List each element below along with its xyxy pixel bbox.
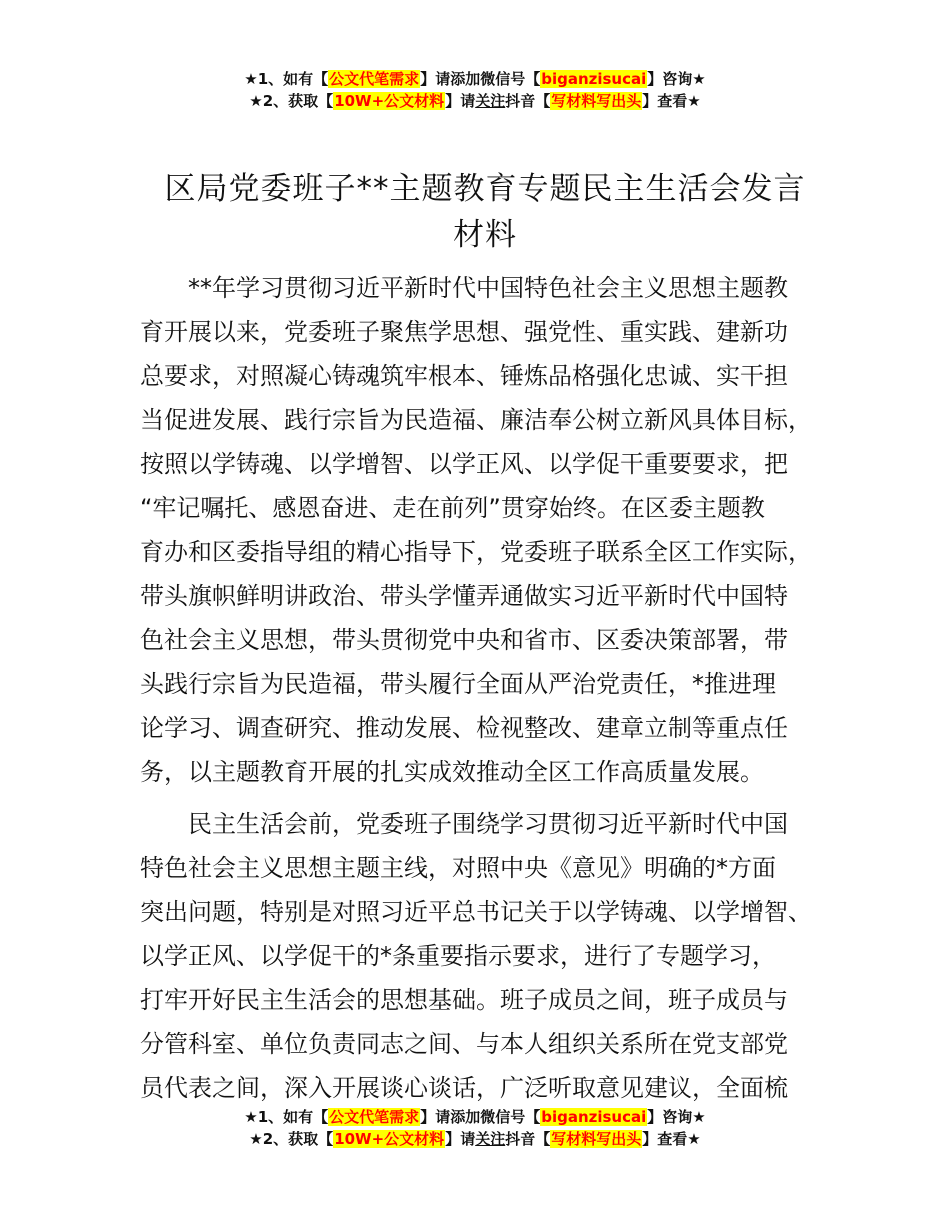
- title-line: 区局党委班子**主题教育专题民主生活会发言: [164, 171, 806, 207]
- text-line: 务，以主题教育开展的扎实成效推动全区工作高质量发展。: [140, 758, 764, 786]
- promo-line-2: [0, 90, 950, 112]
- text-line: **年学习贯彻习近平新时代中国特色社会主义思想主题教: [188, 274, 788, 302]
- promo-text: 】查看★: [642, 1130, 701, 1148]
- text-line: 总要求，对照凝心铸魂筑牢根本、锤炼品格强化忠诚、实干担: [140, 362, 788, 390]
- text-line: 论学习、调查研究、推动发展、检视整改、建章立制等重点任: [140, 714, 788, 742]
- promo-highlight-douyin: 写材料写出头: [551, 1130, 642, 1148]
- text-line: 突出问题，特别是对照习近平总书记关于以学铸魂、以学增智、: [140, 898, 812, 926]
- promo-line-1: [0, 1106, 950, 1128]
- text-line: 头践行宗旨为民造福，带头履行全面从严治党责任，*推进理: [140, 670, 776, 698]
- promo-highlight-wechat-id: biganzisucai: [541, 1108, 647, 1126]
- paragraph: [140, 802, 830, 1110]
- promo-highlight: 10W+公文材料: [334, 1130, 445, 1148]
- promo-underlined-text: 关注: [475, 1130, 506, 1148]
- text-line: 育开展以来，党委班子聚焦学思想、强党性、重实践、建新功: [140, 318, 788, 346]
- document-body: [140, 266, 830, 1118]
- promo-highlight: 公文代笔需求: [329, 1108, 420, 1126]
- text-line: 特色社会主义思想主题主线，对照中央《意见》明确的*方面: [140, 854, 776, 882]
- promo-line-1: [0, 68, 950, 90]
- promo-text: ★1、如有【: [244, 70, 329, 88]
- promo-underlined-text: 关注: [475, 92, 506, 110]
- promo-text: 】查看★: [642, 92, 701, 110]
- promo-text: ★1、如有【: [244, 1108, 329, 1126]
- promo-text: 抖音【: [505, 1130, 551, 1148]
- text-line: 带头旗帜鲜明讲政治、带头学懂弄通做实习近平新时代中国特: [140, 582, 788, 610]
- text-line: 色社会主义思想，带头贯彻党中央和省市、区委决策部署，带: [140, 626, 788, 654]
- promo-text: 抖音【: [505, 92, 551, 110]
- text-line: “牢记嘱托、感恩奋进、走在前列”贯穿始终。在区委主题教: [140, 494, 765, 522]
- text-line: 按照以学铸魂、以学增智、以学正风、以学促干重要要求，把: [140, 450, 788, 478]
- paragraph: [140, 266, 830, 794]
- promo-text: 】请: [445, 1130, 476, 1148]
- promo-text: 】咨询★: [647, 1108, 706, 1126]
- promo-highlight-douyin: 写材料写出头: [551, 92, 642, 110]
- promo-line-2: [0, 1128, 950, 1150]
- promo-text: ★2、获取【: [249, 1130, 334, 1148]
- text-line: 当促进发展、践行宗旨为民造福、廉洁奉公树立新风具体目标，: [140, 406, 812, 434]
- promo-highlight: 公文代笔需求: [329, 70, 420, 88]
- document-title: [140, 166, 830, 258]
- text-line: 以学正风、以学促干的*条重要指示要求，进行了专题学习，: [140, 942, 776, 970]
- promo-text: 】请添加微信号【: [420, 1108, 541, 1126]
- text-line: 民主生活会前，党委班子围绕学习贯彻习近平新时代中国: [188, 810, 788, 838]
- header-promo-banner: [0, 68, 950, 112]
- promo-text: 】请: [445, 92, 476, 110]
- text-line: 打牢开好民主生活会的思想基础。班子成员之间，班子成员与: [140, 986, 788, 1014]
- promo-highlight: 10W+公文材料: [334, 92, 445, 110]
- promo-text: ★2、获取【: [249, 92, 334, 110]
- text-line: 育办和区委指导组的精心指导下，党委班子联系全区工作实际，: [140, 538, 812, 566]
- text-line: 员代表之间，深入开展谈心谈话，广泛听取意见建议，全面梳: [140, 1074, 788, 1102]
- footer-promo-banner: [0, 1106, 950, 1150]
- promo-text: 】请添加微信号【: [420, 70, 541, 88]
- title-line: 材料: [453, 217, 517, 253]
- text-line: 分管科室、单位负责同志之间、与本人组织关系所在党支部党: [140, 1030, 788, 1058]
- promo-highlight-wechat-id: biganzisucai: [541, 70, 647, 88]
- promo-text: 】咨询★: [647, 70, 706, 88]
